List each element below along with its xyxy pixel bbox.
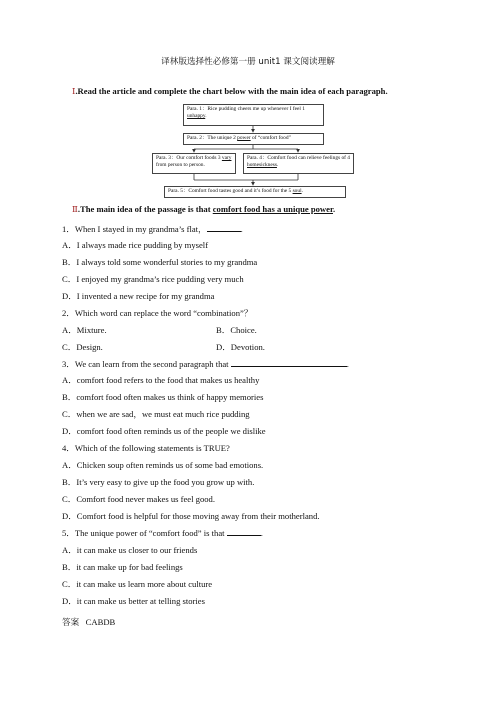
option-5a: A．it can make us closer to our friends [62,545,198,555]
option-2d: D．Devotion. [216,342,265,352]
chart-box-para4 [243,153,354,174]
option-4b: B．It’s very easy to give up the food you grow up with. [62,477,255,487]
para4-end: . [276,162,279,168]
question-5: 5．The unique power of “comfort food” is that . [62,528,263,538]
option-1b: B．I always told some wonderful stories to my grandma [62,257,258,267]
para1-answer: unhappy [187,113,206,119]
option-3a: A．comfort food refers to the food that makes us healthy [62,375,260,385]
question-5-text: 5．The unique power of “comfort food” is that [62,528,225,538]
option-5c: C．it can make us learn more about culture [62,579,213,589]
para3-end: from person to person. [156,162,205,168]
para1-end: . [205,113,207,119]
option-5d: D．it can make us better at telling stories [62,596,205,606]
chart-box-para3 [152,153,236,174]
section2-answer: comfort food has a unique power [212,204,333,214]
option-2c: C．Design. [62,342,103,352]
section2-main-idea [72,204,335,215]
section2-end: . [332,204,336,214]
section2-numeral: Ⅱ [72,205,78,215]
para5-text: Para. 5：Comfort food tastes good and it’s food for the 5 [168,188,293,194]
option-1d: D．I invented a new recipe for my grandma [62,291,215,301]
chart-box-para5 [164,186,346,198]
question-1: 1．When I stayed in my grandma’s flat， . [62,224,243,234]
para4-text: Para. 4：Comfort food can relieve feelings of 4 [247,155,350,161]
option-2a: A．Mixture. [62,325,107,335]
paragraph-chart [152,102,352,202]
para2-end: of “comfort food” [250,135,291,141]
answer-key [62,616,115,628]
chart-box-para2 [183,133,324,145]
question-4: 4．Which of the following statements is TRUE? [62,443,230,453]
para3-answer: vary [221,155,232,161]
option-4a: A．Chicken soup often reminds us of some bad emotions. [62,460,264,470]
answer-blank [227,527,261,536]
para1-text: Para. 1：Rice pudding cheers me up whenever I feel 1 [187,106,305,112]
para3-text: Para. 3：Our comfort foods 3 [156,155,222,161]
para2-answer: power [237,135,251,141]
section2-text: .The main idea of the passage is that [77,204,213,214]
question-1-text: 1．When I stayed in my grandma’s flat， [62,224,207,234]
option-3d: D．comfort food often reminds us of the people we dislike [62,426,266,436]
answer-label: 答案 [62,617,80,627]
para5-end: . [301,188,303,194]
question-2: 2．Which word can replace the word “combination”？ [62,308,253,318]
option-1a: A．I always made rice pudding by myself [62,240,209,250]
option-2b: B．Choice. [216,325,257,335]
section1-instruction [72,86,388,97]
option-1c: C．I enjoyed my grandma’s rice pudding very much [62,274,244,284]
document-title: 译林版选择性必修第一册 unit1 课文阅读理解 [161,57,335,67]
answer-blank [207,223,241,232]
para5-answer: soul [292,188,302,194]
section1-numeral: Ⅰ [72,87,76,97]
section1-text: .Read the article and complete the chart below with the main idea of each paragraph. [75,86,388,96]
option-4d: D．Comfort food is helpful for those moving away from their motherland. [62,511,320,521]
option-3c: C．when we are sad，we must eat much rice pudding [62,409,250,419]
option-5b: B．it can make up for bad feelings [62,562,183,572]
answer-blank [231,358,347,367]
option-4c: C．Comfort food never makes us feel good. [62,494,215,504]
para2-text: Para. 2：The unique 2 [187,135,238,141]
question-3-text: 3．We can learn from the second paragraph that [62,359,229,369]
question-3: 3．We can learn from the second paragraph that . [62,359,349,369]
answer-value: CABDB [85,617,116,627]
para4-answer: homesickness [247,162,277,168]
option-3b: B．comfort food often makes us think of happy memories [62,392,264,402]
chart-box-para1 [183,104,324,126]
